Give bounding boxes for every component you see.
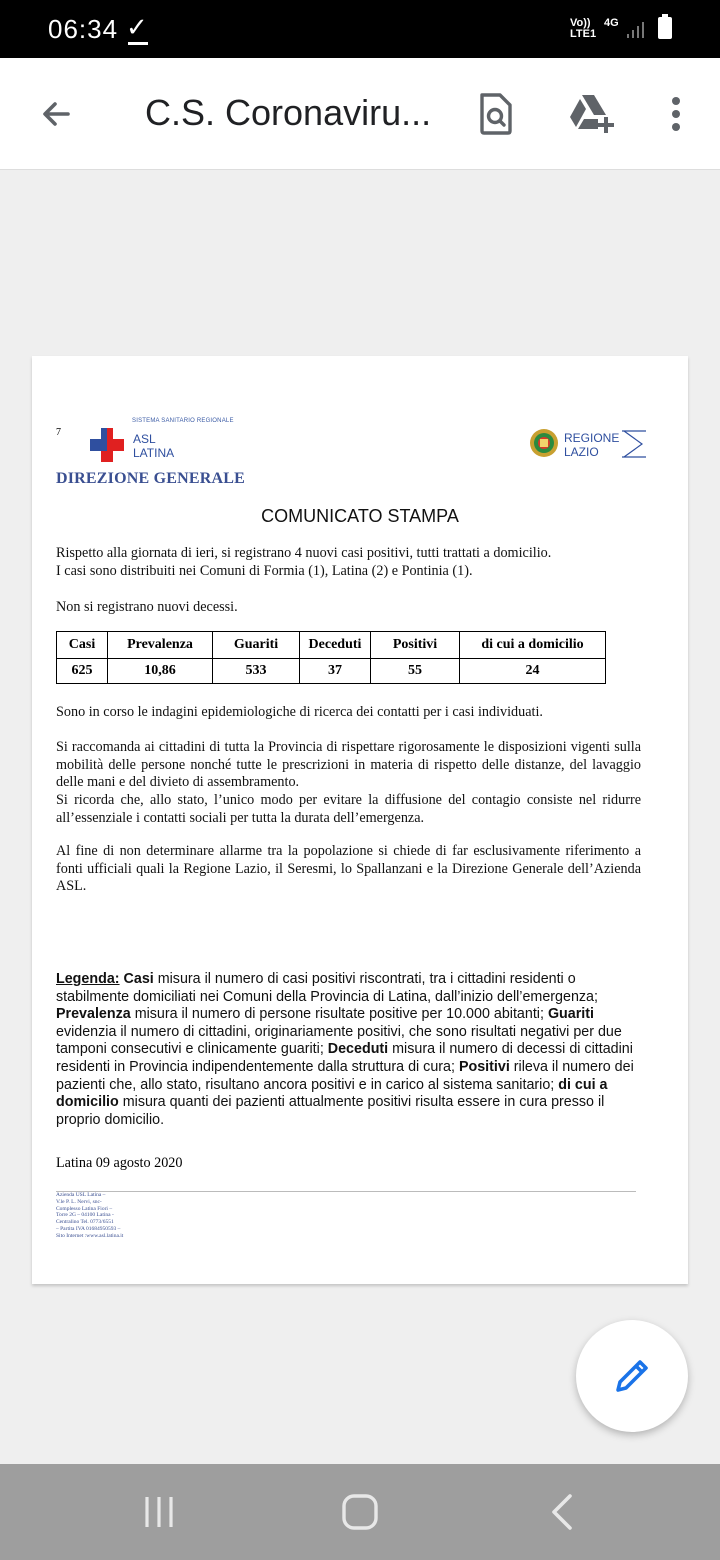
- back-icon: [548, 1493, 576, 1531]
- regione-line2: LAZIO: [564, 445, 599, 459]
- legend-term: Prevalenza: [56, 1006, 131, 1023]
- legend-description: rileva il numero dei pazienti che, allo stato, risultano ancora positivi e in carico al sistema sanitario;: [56, 1058, 634, 1093]
- add-to-drive-icon: [568, 93, 616, 135]
- more-options-button[interactable]: [650, 88, 702, 140]
- regione-lazio-emblem: [529, 428, 559, 458]
- table-cell: 55: [371, 659, 460, 684]
- paragraph-1-line-2: I casi sono distribuiti nei Comuni di Formia (1), Latina (2) e Pontinia (1).: [56, 562, 473, 579]
- legend-title: Legenda:: [56, 971, 120, 987]
- legend-description: misura il numero di persone risultate positive per 10.000 abitanti;: [130, 1006, 548, 1023]
- table-header: Prevalenza: [108, 632, 213, 659]
- document-title: C.S. Coronaviru...: [145, 92, 432, 133]
- back-arrow-icon: [38, 96, 74, 132]
- battery-icon: [658, 17, 672, 39]
- recent-apps-icon: [142, 1495, 176, 1529]
- paragraph-1: [56, 545, 641, 580]
- paragraph-1-line-1: Rispetto alla giornata di ieri, si registrano 4 nuovi casi positivi, tutti trattati a domicilio.: [56, 545, 552, 561]
- footer-line: Sito Internet :www.asl.latina.it: [56, 1232, 124, 1239]
- document-date: Latina 09 agosto 2020: [56, 1155, 183, 1171]
- table-header: Guariti: [213, 632, 300, 659]
- org-subtitle: SISTEMA SANITARIO REGIONALE: [132, 418, 234, 424]
- asl-line1: ASL: [133, 432, 156, 446]
- table-cell: 533: [213, 659, 300, 684]
- regione-line1: REGIONE: [564, 431, 620, 445]
- find-in-document-button[interactable]: [470, 88, 522, 140]
- footer-line: Complesso Latina Fiori –: [56, 1205, 113, 1212]
- regione-logo-stripes: [622, 429, 646, 459]
- table-row: [57, 659, 606, 684]
- status-bar: [0, 0, 720, 58]
- footer-line: Centralino Tel. 0773/6551: [56, 1219, 114, 1226]
- legend-paragraph: [56, 971, 646, 1129]
- footer-line: V.le P. L. Nervi, snc-: [56, 1198, 102, 1205]
- table-cell: 24: [460, 659, 606, 684]
- legend-term: Positivi: [458, 1058, 510, 1075]
- table-header-row: [57, 632, 606, 659]
- find-in-document-icon: [478, 93, 514, 135]
- paragraph-2: Non si registrano nuovi decessi.: [56, 599, 238, 615]
- download-done-icon: ✓: [126, 12, 148, 42]
- table-header: Casi: [57, 632, 108, 659]
- asl-cross-logo: [90, 428, 124, 462]
- system-back-button[interactable]: [522, 1482, 602, 1542]
- direzione-generale-heading: DIREZIONE GENERALE: [56, 470, 245, 487]
- legend-description: evidenzia il numero di cittadini, originariamente positivi, che sono risultati negativi per due tamponi consecutivi e clinicamente guariti;: [56, 1023, 622, 1058]
- asl-logo-text: [133, 432, 174, 460]
- document-page[interactable]: [32, 356, 688, 1284]
- add-to-drive-button[interactable]: [566, 88, 618, 140]
- recent-apps-button[interactable]: [119, 1482, 199, 1542]
- more-vert-icon: [670, 96, 682, 132]
- regione-lazio-text: [564, 431, 619, 459]
- footer-line: Torre 2G – 04100 Latina -: [56, 1212, 114, 1219]
- table-cell: 10,86: [108, 659, 213, 684]
- home-icon: [341, 1493, 379, 1531]
- legend-term: di cui a domicilio: [56, 1076, 608, 1111]
- table-header: Positivi: [371, 632, 460, 659]
- signal-strength-icon: [626, 20, 646, 40]
- status-time: 06:34: [48, 14, 119, 44]
- table-header: di cui a domicilio: [460, 632, 606, 659]
- asl-line2: LATINA: [133, 446, 175, 460]
- legend-description: misura il numero di decessi di cittadini residenti in Provincia indipendentemente dalla struttura di cura;: [56, 1041, 633, 1075]
- paragraph-5: Si ricorda che, allo stato, l’unico modo per evitare la diffusione del contagio consiste nel ridurre all’essenziale i contatti sociali per tutta la durata dell’emergenza.: [56, 792, 641, 826]
- table-cell: 37: [300, 659, 371, 684]
- paragraph-3: Sono in corso le indagini epidemiologiche di ricerca dei contatti per i casi individuati.: [56, 704, 543, 720]
- footer-line: – Partita IVA 01684950593 –: [56, 1225, 121, 1232]
- network-type-indicator: 4G: [604, 17, 619, 29]
- legend-description: misura quanti dei pazienti attualmente positivi risulta essere in cura presso il proprio domicilio.: [56, 1094, 605, 1128]
- app-bar: [0, 58, 720, 170]
- footer-line: Azienda USL Latina –: [56, 1192, 106, 1198]
- table-header: Deceduti: [300, 632, 371, 659]
- paragraph-4: Si raccomanda ai cittadini di tutta la Provincia di rispettare rigorosamente le disposizioni vigenti sulla mobilità delle persone nonché tutte le prescrizioni in materia di rispetto delle distanze, del lavaggio delle mani e del divieto di assembramento.: [56, 739, 641, 791]
- cases-table: [56, 631, 606, 684]
- edit-pencil-icon: [612, 1356, 652, 1396]
- back-button[interactable]: [30, 88, 82, 140]
- legend-term: Casi: [123, 971, 154, 987]
- system-navigation-bar: [0, 1464, 720, 1560]
- edit-fab-button[interactable]: [576, 1320, 688, 1432]
- legend-description: misura il numero di casi positivi riscontrati, tra i cittadini residenti o stabilmente domiciliati nei Comuni della Provincia di Latina, dall’inizio dell’emergenza;: [56, 971, 598, 1005]
- page-number: 7: [56, 427, 61, 438]
- table-cell: 625: [57, 659, 108, 684]
- footer-address: [56, 1192, 146, 1240]
- document-heading: COMUNICATO STAMPA: [261, 506, 459, 526]
- legend-term: Deceduti: [327, 1041, 389, 1058]
- home-button[interactable]: [320, 1482, 400, 1542]
- legend-term: Guariti: [547, 1006, 595, 1023]
- paragraph-6: Al fine di non determinare allarme tra la popolazione si chiede di far esclusivamente riferimento a fonti ufficiali quali la Regione Lazio, il Seresmi, lo Spallanzani e la Direzione Generale dell’Azienda ASL.: [56, 843, 641, 895]
- volte-lte-indicator: Vo)) LTE1: [570, 17, 597, 40]
